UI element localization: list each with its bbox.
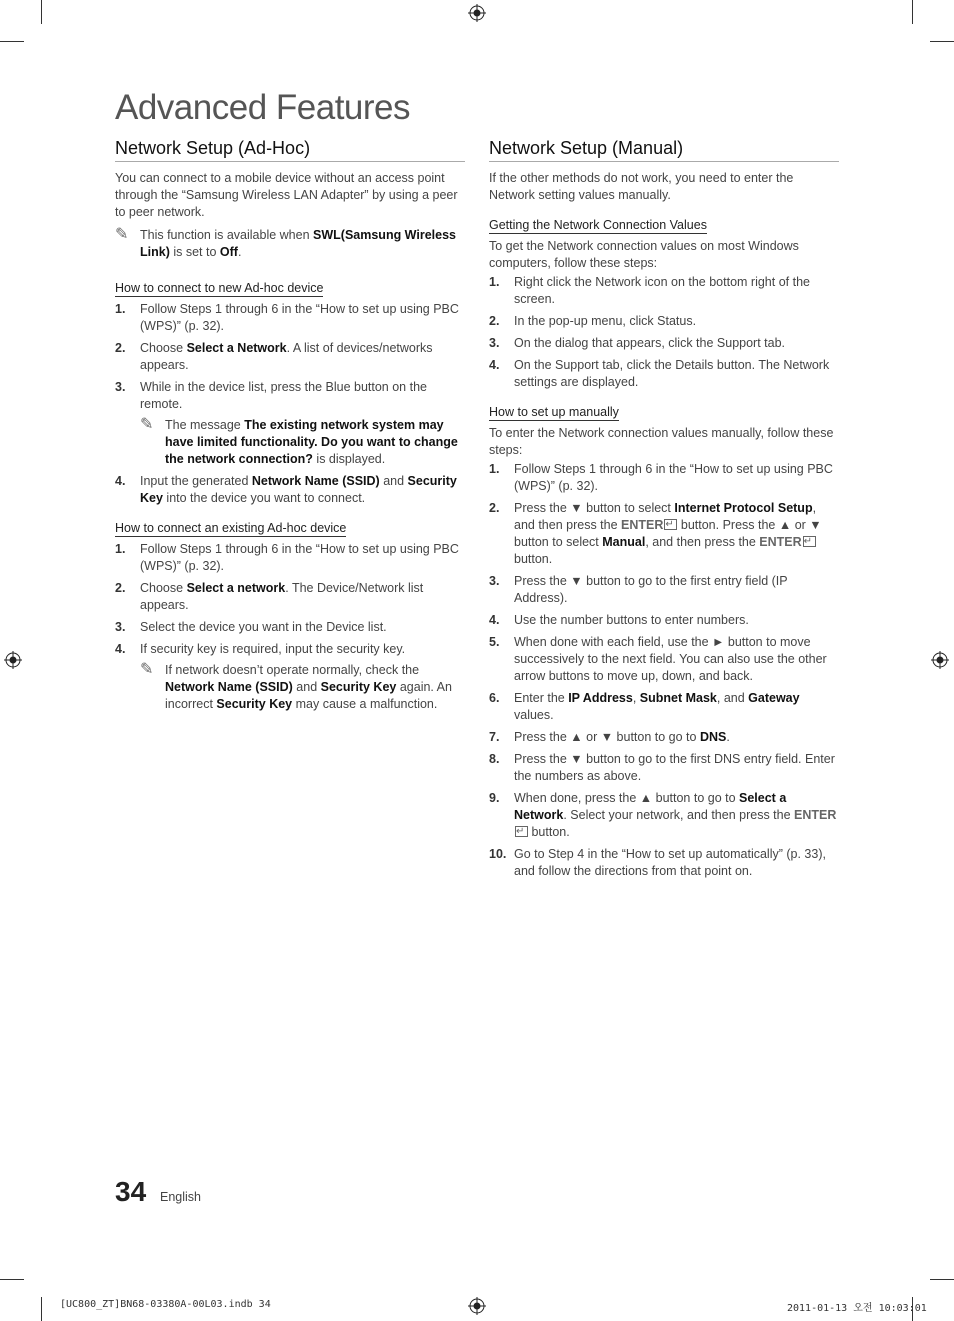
list-item: 5. When done with each field, use the ► button to move successively to the next field. You can also use the other arrow buttons to move up, down, and back.	[489, 635, 827, 683]
print-slug-file: [UC800_ZT]BN68-03380A-00L03.indb 34	[60, 1299, 271, 1310]
subheading-new-adhoc: How to connect to new Ad-hoc device	[115, 281, 324, 295]
section-heading-adhoc: Network Setup (Ad-Hoc)	[115, 138, 465, 162]
list-item: 2. Choose Select a Network. A list of devices/networks appears.	[115, 341, 433, 372]
list-item: 1. Follow Steps 1 through 6 in the “How to set up using PBC (WPS)” (p. 32).	[489, 462, 833, 493]
list-item: 10. Go to Step 4 in the “How to set up automatically” (p. 33), and follow the directions from that point on.	[489, 847, 826, 878]
page-language: English	[160, 1190, 201, 1204]
list-item: 9. When done, press the ▲ button to go to Select a Network. Select your network, and then press the ENTER↵ button.	[489, 790, 839, 841]
note: ✎ This function is available when SWL(Samsung Wireless Link) is set to Off.	[115, 226, 456, 259]
list-item: 4. Use the number buttons to enter numbers.	[489, 613, 749, 627]
subsection-intro: To get the Network connection values on most Windows computers, follow these steps:	[489, 239, 799, 270]
pencil-note-icon: ✎	[115, 226, 129, 243]
registration-mark-icon	[4, 651, 22, 669]
crop-mark	[0, 41, 24, 42]
crop-mark	[912, 0, 913, 24]
list-item: 3. Press the ▼ button to go to the first entry field (IP Address).	[489, 574, 788, 605]
enter-icon	[664, 519, 677, 530]
subheading-existing-adhoc: How to connect an existing Ad-hoc device	[115, 521, 347, 535]
list-item: 2. In the pop-up menu, click Status.	[489, 314, 697, 328]
list-item: 3. Select the device you want in the Device list.	[115, 620, 387, 634]
note: ✎ The message The existing network system may have limited functionality. Do you want to change the network connection? is displayed.	[140, 416, 458, 466]
list-item: 2. Choose Select a network. The Device/Network list appears.	[115, 581, 424, 612]
pencil-note-icon: ✎	[140, 661, 154, 678]
list-item: 7. Press the ▲ or ▼ button to go to DNS.	[489, 730, 730, 744]
page-number: 34	[115, 1176, 147, 1207]
enter-button-label: ENTER	[794, 808, 837, 822]
crop-mark	[930, 41, 954, 42]
subsection-intro: To enter the Network connection values manually, follow these steps:	[489, 426, 834, 457]
note: ✎ If network doesn’t operate normally, check the Network Name (SSID) and Security Key again. An incorrect Security Key may cause a malfunction.	[140, 661, 452, 711]
list-item: 6. Enter the IP Address, Subnet Mask, and Gateway values.	[489, 691, 800, 722]
list-item: 4. Input the generated Network Name (SSID) and Security Key into the device you want to connect.	[115, 474, 457, 505]
steps-list	[489, 274, 839, 391]
list-item: 3. While in the device list, press the Blue button on the remote. ✎ The message The existing network system may have limited functionality. Do you want to change the network connection? is displayed.	[115, 379, 465, 468]
steps-list	[489, 461, 839, 880]
steps-list	[115, 541, 465, 713]
left-column	[115, 138, 465, 719]
subheading-set-up-manually: How to set up manually	[489, 405, 619, 419]
section-heading-manual: Network Setup (Manual)	[489, 138, 839, 162]
pencil-note-icon: ✎	[140, 416, 154, 433]
enter-button-label: ENTER	[621, 518, 664, 532]
section-intro: You can connect to a mobile device without an access point through the “Samsung Wireless LAN Adapter” by using a peer to peer network.	[115, 171, 458, 219]
list-item: 1. Follow Steps 1 through 6 in the “How to set up using PBC (WPS)” (p. 32).	[115, 542, 459, 573]
crop-mark	[930, 1279, 954, 1280]
crop-mark	[41, 1297, 42, 1321]
list-item: 3. On the dialog that appears, click the Support tab.	[489, 336, 786, 350]
list-item: 2. Press the ▼ button to select Internet Protocol Setup, and then press the ENTER↵ button. Press the ▲ or ▼ button to select Manual, and then press the ENTER↵ button.	[489, 500, 839, 568]
page-title: Advanced Features	[115, 88, 411, 127]
enter-button-label: ENTER	[759, 535, 802, 549]
registration-mark-icon	[468, 1297, 486, 1315]
crop-mark	[41, 0, 42, 24]
enter-icon	[515, 826, 528, 837]
enter-icon	[803, 536, 816, 547]
registration-mark-icon	[468, 4, 486, 22]
crop-mark	[0, 1279, 24, 1280]
list-item: 8. Press the ▼ button to go to the first DNS entry field. Enter the numbers as above.	[489, 752, 835, 783]
list-item: 1. Follow Steps 1 through 6 in the “How to set up using PBC (WPS)” (p. 32).	[115, 302, 459, 333]
list-item: 4. On the Support tab, click the Details button. The Network settings are displayed.	[489, 358, 830, 389]
list-item: 1. Right click the Network icon on the bottom right of the screen.	[489, 275, 810, 306]
registration-mark-icon	[931, 651, 949, 669]
print-slug-date: 2011-01-13 오전 10:03:01	[787, 1303, 927, 1314]
subheading-connection-values: Getting the Network Connection Values	[489, 218, 707, 232]
section-intro: If the other methods do not work, you need to enter the Network setting values manually.	[489, 171, 794, 202]
steps-list	[115, 301, 465, 507]
right-column	[489, 138, 839, 886]
list-item: 4. If security key is required, input the security key. ✎ If network doesn’t operate normally, check the Network Name (SSID) and Security Key again. An incorrect Security Key may cause a malfunction.	[115, 641, 465, 713]
